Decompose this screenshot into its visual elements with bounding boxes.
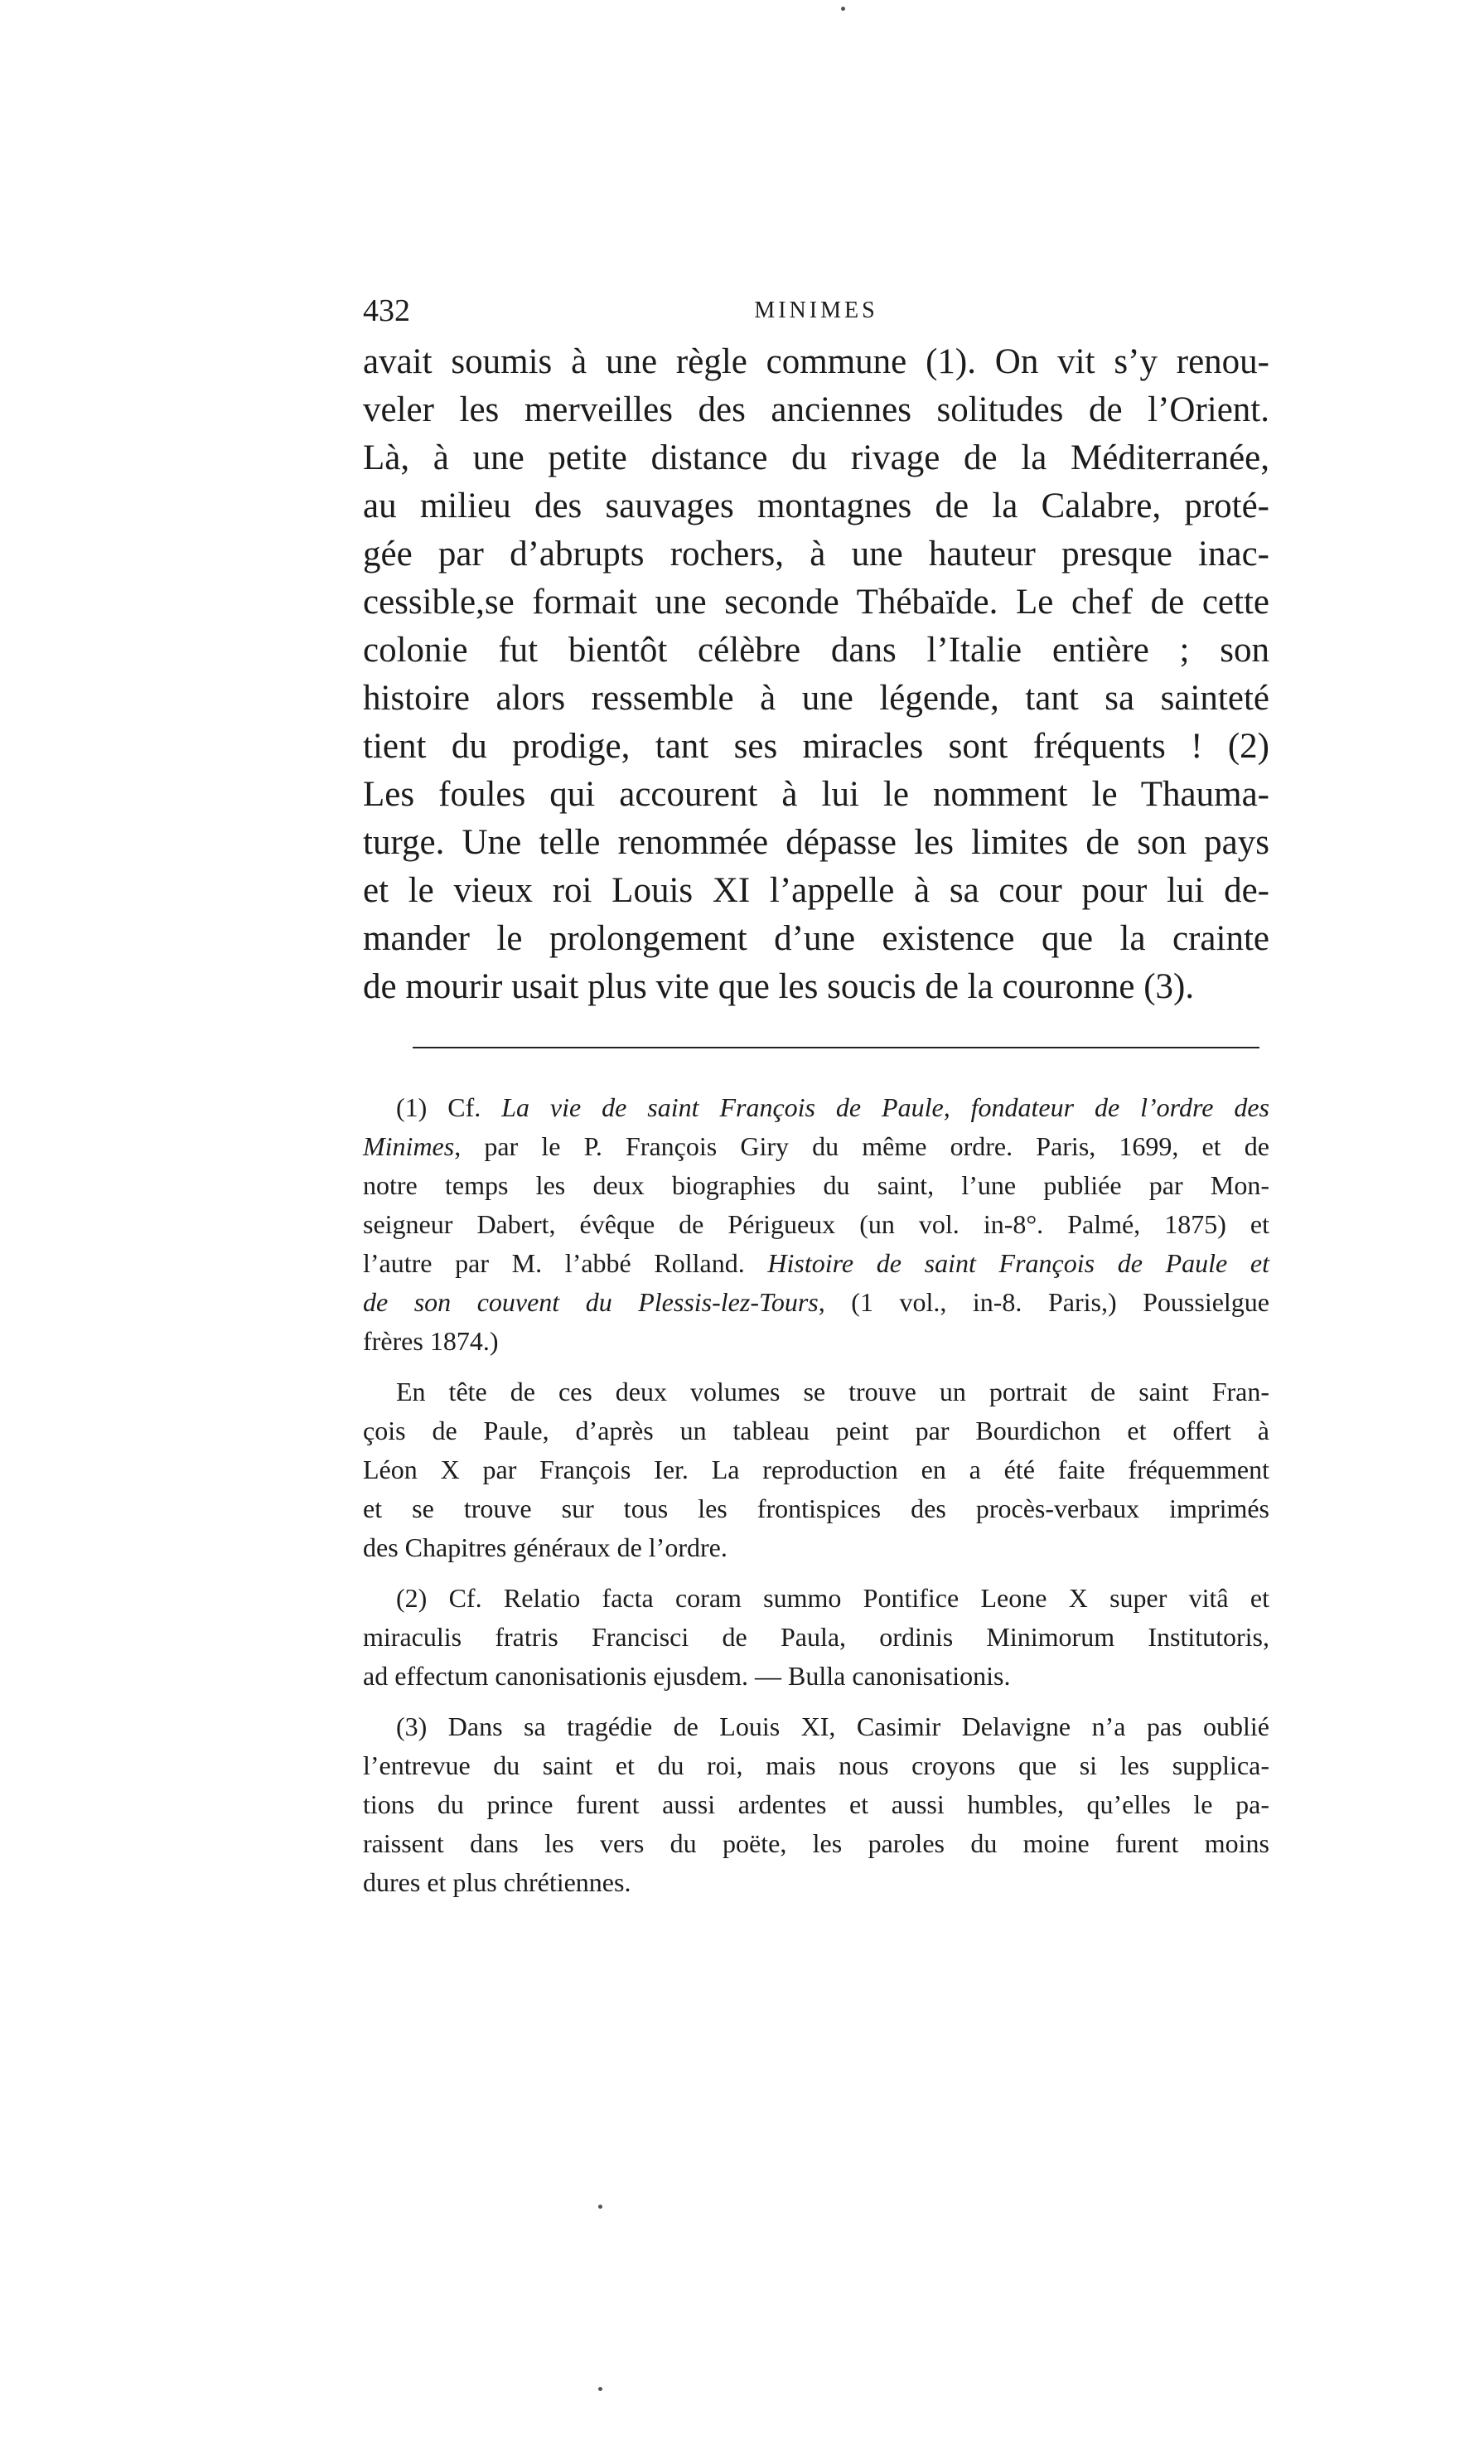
paper-speck (598, 2205, 602, 2209)
note-text: l’autre par M. l’abbé Rolland. (363, 1248, 768, 1278)
note-line: (3) Dans sa tragédie de Louis XI, Casimir Delavigne n’a pas oublié (396, 1711, 1269, 1741)
text-line: turge. Une telle renommée dépasse les limites de son pays (363, 823, 1269, 862)
page-header (363, 290, 1269, 332)
book-title: de son couvent du Plessis-lez-Tours (363, 1287, 819, 1317)
note-line: et se trouve sur tous les frontispices des procès-verbaux imprimés (363, 1493, 1269, 1523)
text-line: Les foules qui accourent à lui le nomment le Thauma- (363, 775, 1269, 814)
footnotes (363, 1088, 1269, 1914)
note-text: , par le P. François Giry du même ordre. Paris, 1699, et de (454, 1131, 1269, 1161)
note-line: des Chapitres généraux de l’ordre. (363, 1532, 727, 1562)
footnote-1 (363, 1088, 1269, 1361)
text-line: de mourir usait plus vite que les soucis de la couronne (3). (363, 967, 1195, 1006)
footnote-1-continuation (363, 1372, 1269, 1567)
text-line: veler les merveilles des anciennes solitudes de l’Orient. (363, 390, 1269, 429)
note-line: tions du prince furent aussi ardentes et aussi humbles, qu’elles le pa- (363, 1789, 1269, 1819)
note-line (363, 1283, 1269, 1322)
note-marker-text: (1) Cf. (396, 1092, 502, 1122)
footnote-separator-rule (413, 1047, 1259, 1048)
text-line: tient du prodige, tant ses miracles sont fréquents ! (2) (363, 727, 1269, 766)
text-line: avait soumis à une règle commune (1). On vit s’y renou- (363, 342, 1269, 381)
text-line: Là, à une petite distance du rivage de la Méditerranée, (363, 438, 1269, 477)
text-line: gée par d’abrupts rochers, à une hauteur presque inac- (363, 535, 1269, 574)
note-line (363, 1088, 1269, 1127)
note-line: seigneur Dabert, évêque de Périgueux (un vol. in-8°. Palmé, 1875) et (363, 1209, 1269, 1239)
text-line: au milieu des sauvages montagnes de la Calabre, proté- (363, 487, 1269, 525)
note-line: notre temps les deux biographies du saint, l’une publiée par Mon- (363, 1170, 1269, 1200)
note-line: raissent dans les vers du poëte, les paroles du moine furent moins (363, 1828, 1269, 1858)
book-title: Histoire de saint François de Paule et (767, 1248, 1270, 1278)
main-text (363, 338, 1269, 1011)
note-line: Léon X par François Ier. La reproduction en a été faite fréquemment (363, 1455, 1269, 1484)
note-line: miraculis fratris Francisci de Paula, ordinis Minimorum Institutoris, (363, 1622, 1269, 1652)
text-line: et le vieux roi Louis XI l’appelle à sa cour pour lui de- (363, 871, 1269, 910)
paper-speck (841, 7, 845, 11)
note-line: (2) Cf. Relatio facta coram summo Pontifice Leone X super vitâ et (396, 1583, 1269, 1613)
text-line: cessible,se formait une seconde Thébaïde. Le chef de cette (363, 583, 1269, 622)
book-title: Minimes (363, 1131, 455, 1161)
note-line: çois de Paule, d’après un tableau peint par Bourdichon et offert à (363, 1416, 1269, 1445)
note-line: dures et plus chrétiennes. (363, 1867, 631, 1897)
paper-speck (598, 2387, 602, 2391)
footnote-2 (363, 1579, 1269, 1696)
note-line: l’entrevue du saint et du roi, mais nous croyons que si les supplica- (363, 1750, 1269, 1780)
note-line (363, 1127, 1269, 1166)
note-line: ad effectum canonisationis ejusdem. — Bulla canonisationis. (363, 1661, 1011, 1691)
text-line: mander le prolongement d’une existence que la crainte (363, 919, 1269, 958)
text-line: colonie fut bientôt célèbre dans l’Italie entière ; son (363, 631, 1269, 670)
book-title: La vie de saint François de Paule, fondateur de l’ordre des (501, 1092, 1270, 1122)
text-line: histoire alors ressemble à une légende, tant sa sainteté (363, 679, 1269, 718)
note-line: frères 1874.) (363, 1326, 499, 1356)
running-head: MINIMES (754, 298, 878, 323)
note-line (363, 1244, 1269, 1283)
note-text: , (1 vol., in-8. Paris,) Poussielgue (818, 1287, 1270, 1317)
page-number: 432 (363, 293, 410, 328)
footnote-3 (363, 1707, 1269, 1902)
note-line: En tête de ces deux volumes se trouve un portrait de saint Fran- (396, 1377, 1269, 1406)
